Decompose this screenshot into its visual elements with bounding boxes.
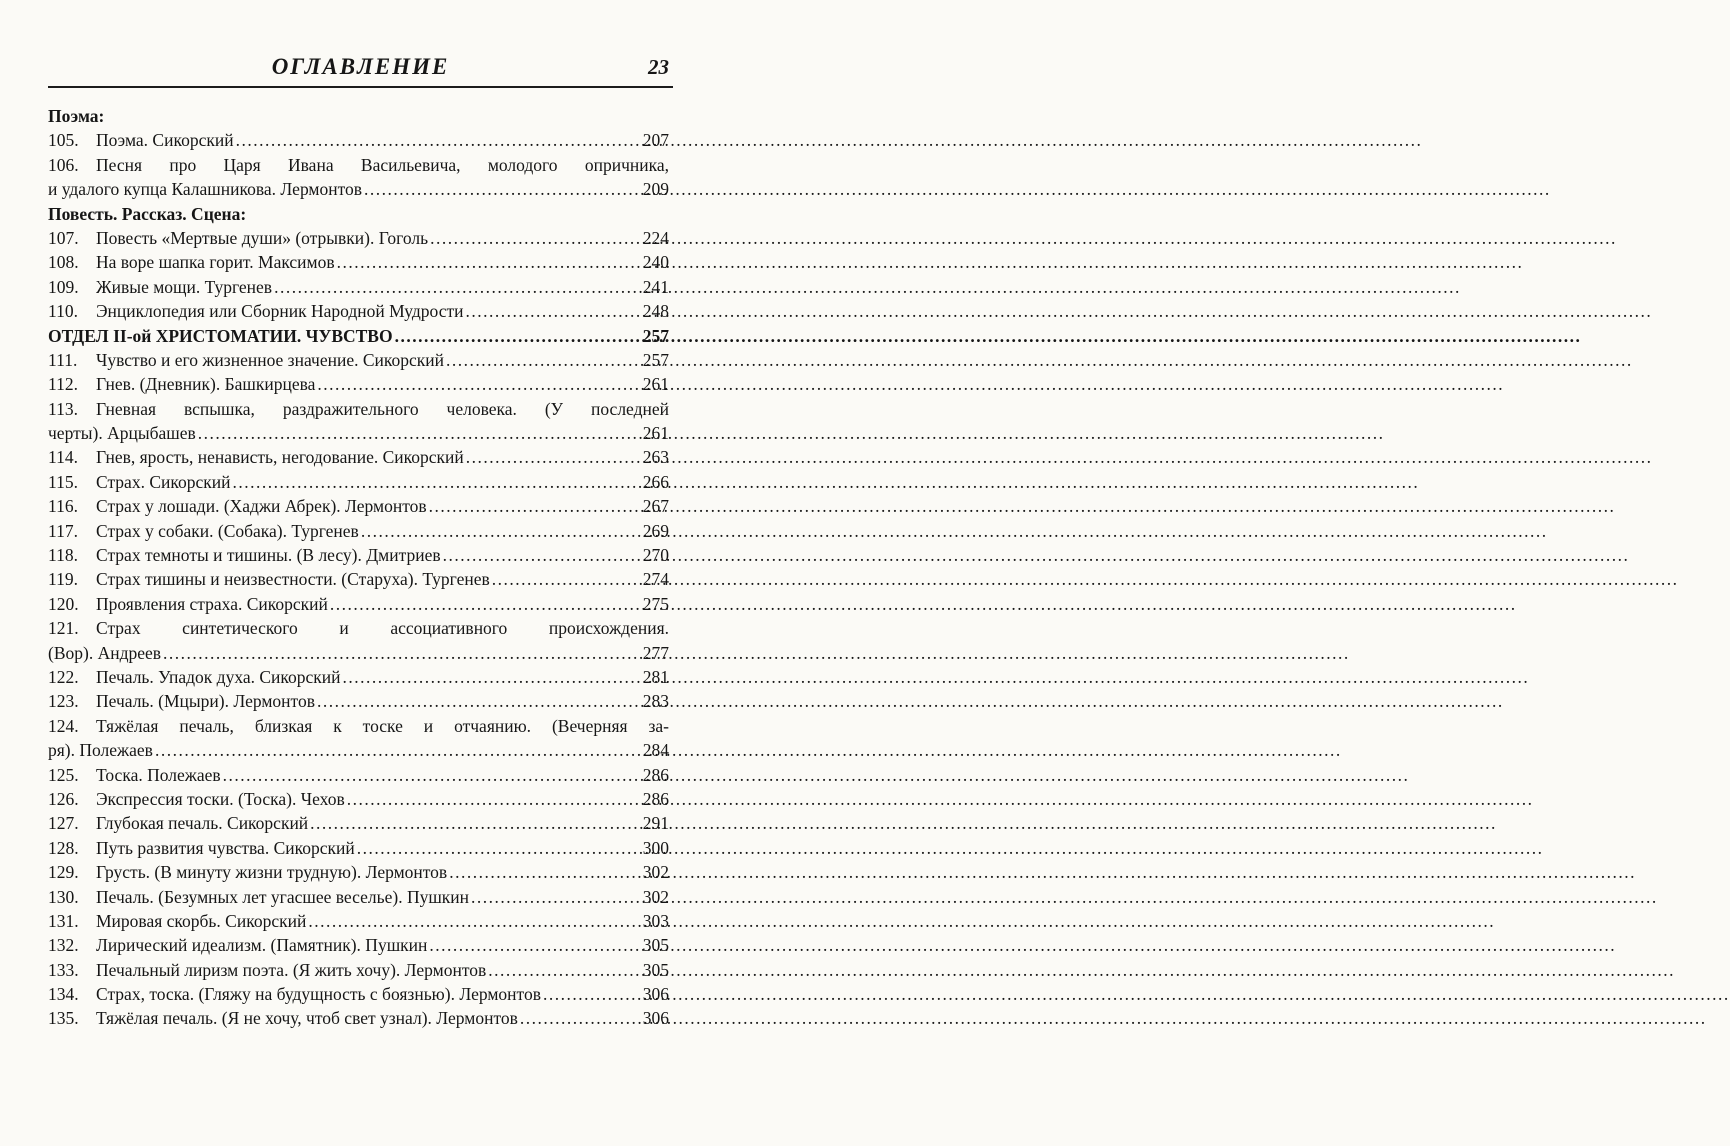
entry-title-continued: ря). Полежаев	[48, 740, 153, 761]
toc-entry	[48, 445, 669, 469]
dot-leader	[361, 519, 641, 543]
toc-entry	[48, 689, 669, 713]
toc-entry-first-line	[48, 397, 669, 421]
toc-entry	[48, 811, 669, 835]
toc-entry	[48, 933, 669, 957]
entry-number: 121.	[48, 618, 79, 639]
entry-number: 126.	[48, 788, 79, 809]
entry-page-number: 209	[642, 179, 669, 200]
entry-title: Тяжёлая печаль. (Я не хочу, чтоб свет узнал). Лермонтов	[96, 1008, 518, 1029]
dot-leader	[443, 543, 641, 567]
dot-leader	[232, 470, 640, 494]
toc-entry	[48, 982, 669, 1006]
entry-page-number: 257	[642, 325, 669, 346]
entry-number: 123.	[48, 691, 79, 712]
entry-page-number: 207	[642, 130, 669, 151]
toc-entry-first-line	[48, 714, 669, 738]
entry-title: Гнев, ярость, ненависть, негодование. Сикорский	[96, 447, 464, 468]
toc-entry	[48, 885, 669, 909]
dot-leader	[429, 494, 641, 518]
entry-page-number: 261	[642, 374, 669, 395]
toc-entry	[48, 836, 669, 860]
toc-entry	[48, 372, 669, 396]
dot-leader	[310, 811, 641, 835]
toc-entry-continuation	[48, 177, 669, 201]
entry-page-number: 302	[642, 886, 669, 907]
toc-entry	[48, 348, 669, 372]
entry-page-number: 291	[642, 813, 669, 834]
entry-page-number: 305	[642, 935, 669, 956]
dot-leader	[446, 348, 641, 372]
entry-title: Энциклопедия или Сборник Народной Мудрости	[96, 301, 464, 322]
entry-page-number: 257	[642, 349, 669, 370]
entry-page-number: 263	[642, 447, 669, 468]
entry-number: 114.	[48, 447, 78, 468]
book-page	[0, 0, 757, 1146]
entry-number: 116.	[48, 496, 78, 517]
dot-leader	[198, 421, 641, 445]
toc-entry	[48, 958, 669, 982]
header-rule	[48, 86, 673, 88]
entry-number: 124.	[48, 715, 79, 736]
entry-title-continued: черты). Арцыбашев	[48, 423, 196, 444]
entry-number: 125.	[48, 764, 79, 785]
entry-title: Лирический идеализм. (Памятник). Пушкин	[96, 935, 428, 956]
dot-leader	[471, 885, 641, 909]
entry-page-number: 306	[642, 1008, 669, 1029]
toc-entry	[48, 494, 669, 518]
entry-number: 127.	[48, 813, 79, 834]
entry-page-number: 302	[642, 862, 669, 883]
toc-entry	[48, 128, 669, 152]
toc-entry	[48, 543, 669, 567]
toc-entry	[48, 763, 669, 787]
toc-entry	[48, 299, 669, 323]
dot-leader	[155, 738, 641, 762]
section-entry-text: ОТДЕЛ II-ой ХРИСТОМАТИИ. ЧУВСТВО	[48, 325, 393, 346]
entry-number: 133.	[48, 959, 79, 980]
dot-leader	[317, 372, 640, 396]
toc-entry	[48, 226, 669, 250]
entry-title: Чувство и его жизненное значение. Сикорский	[96, 349, 444, 370]
toc-section-heading	[48, 104, 669, 128]
entry-page-number: 286	[642, 788, 669, 809]
dot-leader	[330, 592, 641, 616]
entry-number: 105.	[48, 130, 79, 151]
entry-title: Живые мощи. Тургенев	[96, 276, 273, 297]
toc-entry	[48, 470, 669, 494]
dot-leader	[429, 933, 640, 957]
entry-title: Проявления страха. Сикорский	[96, 593, 328, 614]
entry-page-number: 270	[642, 545, 669, 566]
entry-page-number: 224	[642, 227, 669, 248]
page-number: 23	[648, 55, 669, 79]
entry-page-number: 286	[642, 764, 669, 785]
dot-leader	[343, 665, 641, 689]
dot-leader	[317, 689, 641, 713]
entry-title: Страх у лошади. (Хаджи Абрек). Лермонтов	[96, 496, 427, 517]
entry-title: Песня про Царя Ивана Васильевича, молодого опричника,	[96, 154, 669, 175]
dot-leader	[543, 982, 641, 1006]
entry-title: Печаль. (Мцыри). Лермонтов	[96, 691, 315, 712]
entry-title-continued: и удалого купца Калашникова. Лермонтов	[48, 179, 363, 200]
entry-title: Гневная вспышка, раздражительного человека. (У последней	[96, 398, 669, 419]
dot-leader	[274, 275, 641, 299]
dot-leader	[163, 641, 641, 665]
dot-leader	[488, 958, 640, 982]
toc-entry	[48, 909, 669, 933]
entry-title: Глубокая печаль. Сикорский	[96, 813, 309, 834]
toc-section-entry	[48, 324, 669, 348]
entry-number: 115.	[48, 471, 78, 492]
page-header	[48, 52, 673, 82]
toc-entry	[48, 519, 669, 543]
toc-entry	[48, 275, 669, 299]
entry-title: Печальный лиризм поэта. (Я жить хочу). Лермонтов	[96, 959, 487, 980]
entry-number: 134.	[48, 984, 79, 1005]
entry-title: Тяжёлая печаль, близкая к тоске и отчаянию. (Вечерняя за-	[96, 715, 669, 736]
dot-leader	[357, 836, 641, 860]
toc-entry	[48, 1006, 669, 1030]
dot-leader	[466, 445, 641, 469]
toc-entry-first-line	[48, 153, 669, 177]
toc-entry	[48, 567, 669, 591]
dot-leader	[308, 909, 640, 933]
dot-leader	[223, 763, 641, 787]
entry-number: 135.	[48, 1008, 79, 1029]
entry-title: На воре шапка горит. Максимов	[96, 252, 335, 273]
entry-number: 109.	[48, 276, 79, 297]
toc-entry	[48, 592, 669, 616]
dot-leader	[236, 128, 641, 152]
entry-number: 131.	[48, 910, 79, 931]
entry-title: Страх темноты и тишины. (В лесу). Дмитриев	[96, 545, 441, 566]
toc-entry	[48, 860, 669, 884]
entry-number: 113.	[48, 398, 78, 419]
toc-entry-first-line	[48, 616, 669, 640]
toc-entry-continuation	[48, 641, 669, 665]
entry-title: Печаль. Упадок духа. Сикорский	[96, 666, 341, 687]
entry-number: 111.	[48, 349, 78, 370]
entry-number: 106.	[48, 154, 79, 175]
toc-section-heading	[48, 202, 669, 226]
entry-page-number: 277	[642, 642, 669, 663]
dot-leader	[520, 1006, 641, 1030]
entry-page-number: 266	[642, 471, 669, 492]
entry-page-number: 281	[642, 666, 669, 687]
entry-number: 112.	[48, 374, 78, 395]
entry-page-number: 284	[642, 740, 669, 761]
entry-title: Страх, тоска. (Гляжу на будущность с боязнью). Лермонтов	[96, 984, 541, 1005]
entry-title: Поэма. Сикорский	[96, 130, 234, 151]
toc-entry-continuation	[48, 421, 669, 445]
entry-page-number: 240	[642, 252, 669, 273]
dot-leader	[430, 226, 641, 250]
entry-number: 120.	[48, 593, 79, 614]
entry-title: Страх синтетического и ассоциативного происхождения.	[96, 618, 669, 639]
entry-number: 128.	[48, 837, 79, 858]
entry-number: 117.	[48, 520, 78, 541]
dot-leader	[395, 324, 641, 348]
dot-leader	[337, 250, 641, 274]
entry-title-continued: (Вор). Андреев	[48, 642, 162, 663]
entry-title: Грусть. (В минуту жизни трудную). Лермонтов	[96, 862, 448, 883]
toc-entry-continuation	[48, 738, 669, 762]
entry-title: Печаль. (Безумных лет угасшее веселье). Пушкин	[96, 886, 470, 907]
entry-page-number: 275	[642, 593, 669, 614]
entry-number: 107.	[48, 227, 79, 248]
entry-page-number: 241	[642, 276, 669, 297]
entry-title: Путь развития чувства. Сикорский	[96, 837, 355, 858]
entry-number: 118.	[48, 545, 78, 566]
entry-page-number: 306	[642, 984, 669, 1005]
entry-page-number: 261	[642, 423, 669, 444]
section-heading-text: Повесть. Рассказ. Сцена:	[48, 203, 247, 224]
entry-page-number: 300	[642, 837, 669, 858]
entry-number: 110.	[48, 301, 78, 322]
entry-title: Страх тишины и неизвестности. (Старуха). Тургенев	[96, 569, 490, 590]
entry-page-number: 305	[642, 959, 669, 980]
table-of-contents	[48, 104, 669, 1031]
entry-page-number: 269	[642, 520, 669, 541]
entry-page-number: 274	[642, 569, 669, 590]
entry-title: Гнев. (Дневник). Башкирцева	[96, 374, 316, 395]
dot-leader	[347, 787, 641, 811]
entry-number: 130.	[48, 886, 79, 907]
dot-leader	[364, 177, 641, 201]
entry-number: 108.	[48, 252, 79, 273]
section-heading-text: Поэма:	[48, 106, 105, 126]
entry-title: Страх у собаки. (Собака). Тургенев	[96, 520, 359, 541]
entry-title: Мировая скорбь. Сикорский	[96, 910, 307, 931]
entry-number: 129.	[48, 862, 79, 883]
entry-title: Экспрессия тоски. (Тоска). Чехов	[96, 788, 345, 809]
entry-page-number: 248	[642, 301, 669, 322]
entry-page-number: 267	[642, 496, 669, 517]
entry-number: 132.	[48, 935, 79, 956]
dot-leader	[449, 860, 641, 884]
dot-leader	[492, 567, 641, 591]
page-title: ОГЛАВЛЕНИЕ	[271, 54, 450, 79]
entry-title: Тоска. Полежаев	[96, 764, 221, 785]
entry-number: 122.	[48, 666, 79, 687]
entry-title: Повесть «Мертвые души» (отрывки). Гоголь	[96, 227, 429, 248]
entry-number: 119.	[48, 569, 78, 590]
entry-page-number: 303	[642, 910, 669, 931]
dot-leader	[466, 299, 641, 323]
toc-entry	[48, 665, 669, 689]
entry-page-number: 283	[642, 691, 669, 712]
toc-entry	[48, 250, 669, 274]
toc-entry	[48, 787, 669, 811]
entry-title: Страх. Сикорский	[96, 471, 231, 492]
